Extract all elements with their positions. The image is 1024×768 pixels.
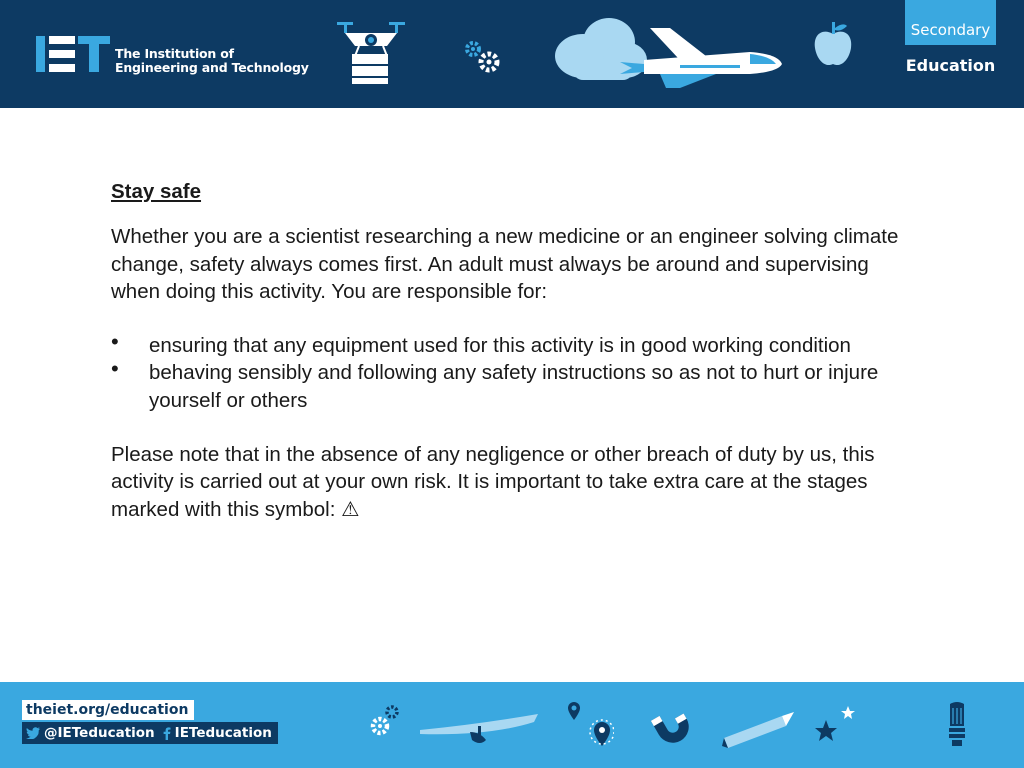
bullet-icon: •	[111, 329, 119, 355]
footer-banner	[0, 682, 1024, 768]
bullet-icon: •	[111, 356, 119, 382]
twitter-icon	[26, 727, 40, 739]
star-icon	[814, 704, 856, 744]
light-bulb-icon	[944, 702, 970, 750]
twitter-handle[interactable]: @IETeducation	[44, 725, 155, 741]
iet-logo-icon	[36, 36, 110, 72]
page-title: Stay safe	[111, 180, 202, 203]
list-item	[111, 329, 911, 359]
header-banner	[0, 0, 1024, 108]
intro-paragraph: Whether you are a scientist researching a new medicine or an engineer solving climate change, safety always comes first. An adult must always be around and supervising when doing this activity. You are responsible for:	[111, 225, 899, 303]
section-label: Education	[905, 56, 996, 75]
responsibility-list	[111, 329, 911, 414]
list-item-text: ensuring that any equipment used for this activity is in good working condition	[149, 334, 851, 358]
main-content	[111, 178, 911, 523]
space-shuttle-icon	[620, 24, 785, 90]
list-item-text: behaving sensibly and following any safety instructions so as not to hurt or injure yourself or others	[149, 361, 879, 412]
map-pin-icon	[564, 702, 614, 750]
plane-icon	[420, 710, 540, 750]
org-name	[115, 47, 309, 75]
magnet-icon	[650, 708, 690, 744]
gears-icon	[370, 704, 402, 738]
social-links	[22, 722, 278, 744]
secondary-tab: Secondary	[905, 0, 996, 45]
org-name-line1: The Institution of	[115, 46, 234, 61]
drone-icon	[335, 20, 407, 88]
facebook-handle[interactable]: IETeducation	[174, 725, 272, 741]
pencil-icon	[720, 712, 796, 748]
facebook-icon	[163, 727, 171, 740]
list-item	[111, 356, 911, 414]
website-link[interactable]: theiet.org/education	[22, 700, 194, 720]
org-name-line2: Engineering and Technology	[115, 60, 309, 75]
gears-icon	[463, 40, 503, 74]
risk-note-paragraph: Please note that in the absence of any negligence or other breach of duty by us, this activity is carried out at your own risk. It is important to take extra care at the stages marked with this symbol: ⚠	[111, 443, 875, 521]
apple-icon	[813, 20, 853, 68]
